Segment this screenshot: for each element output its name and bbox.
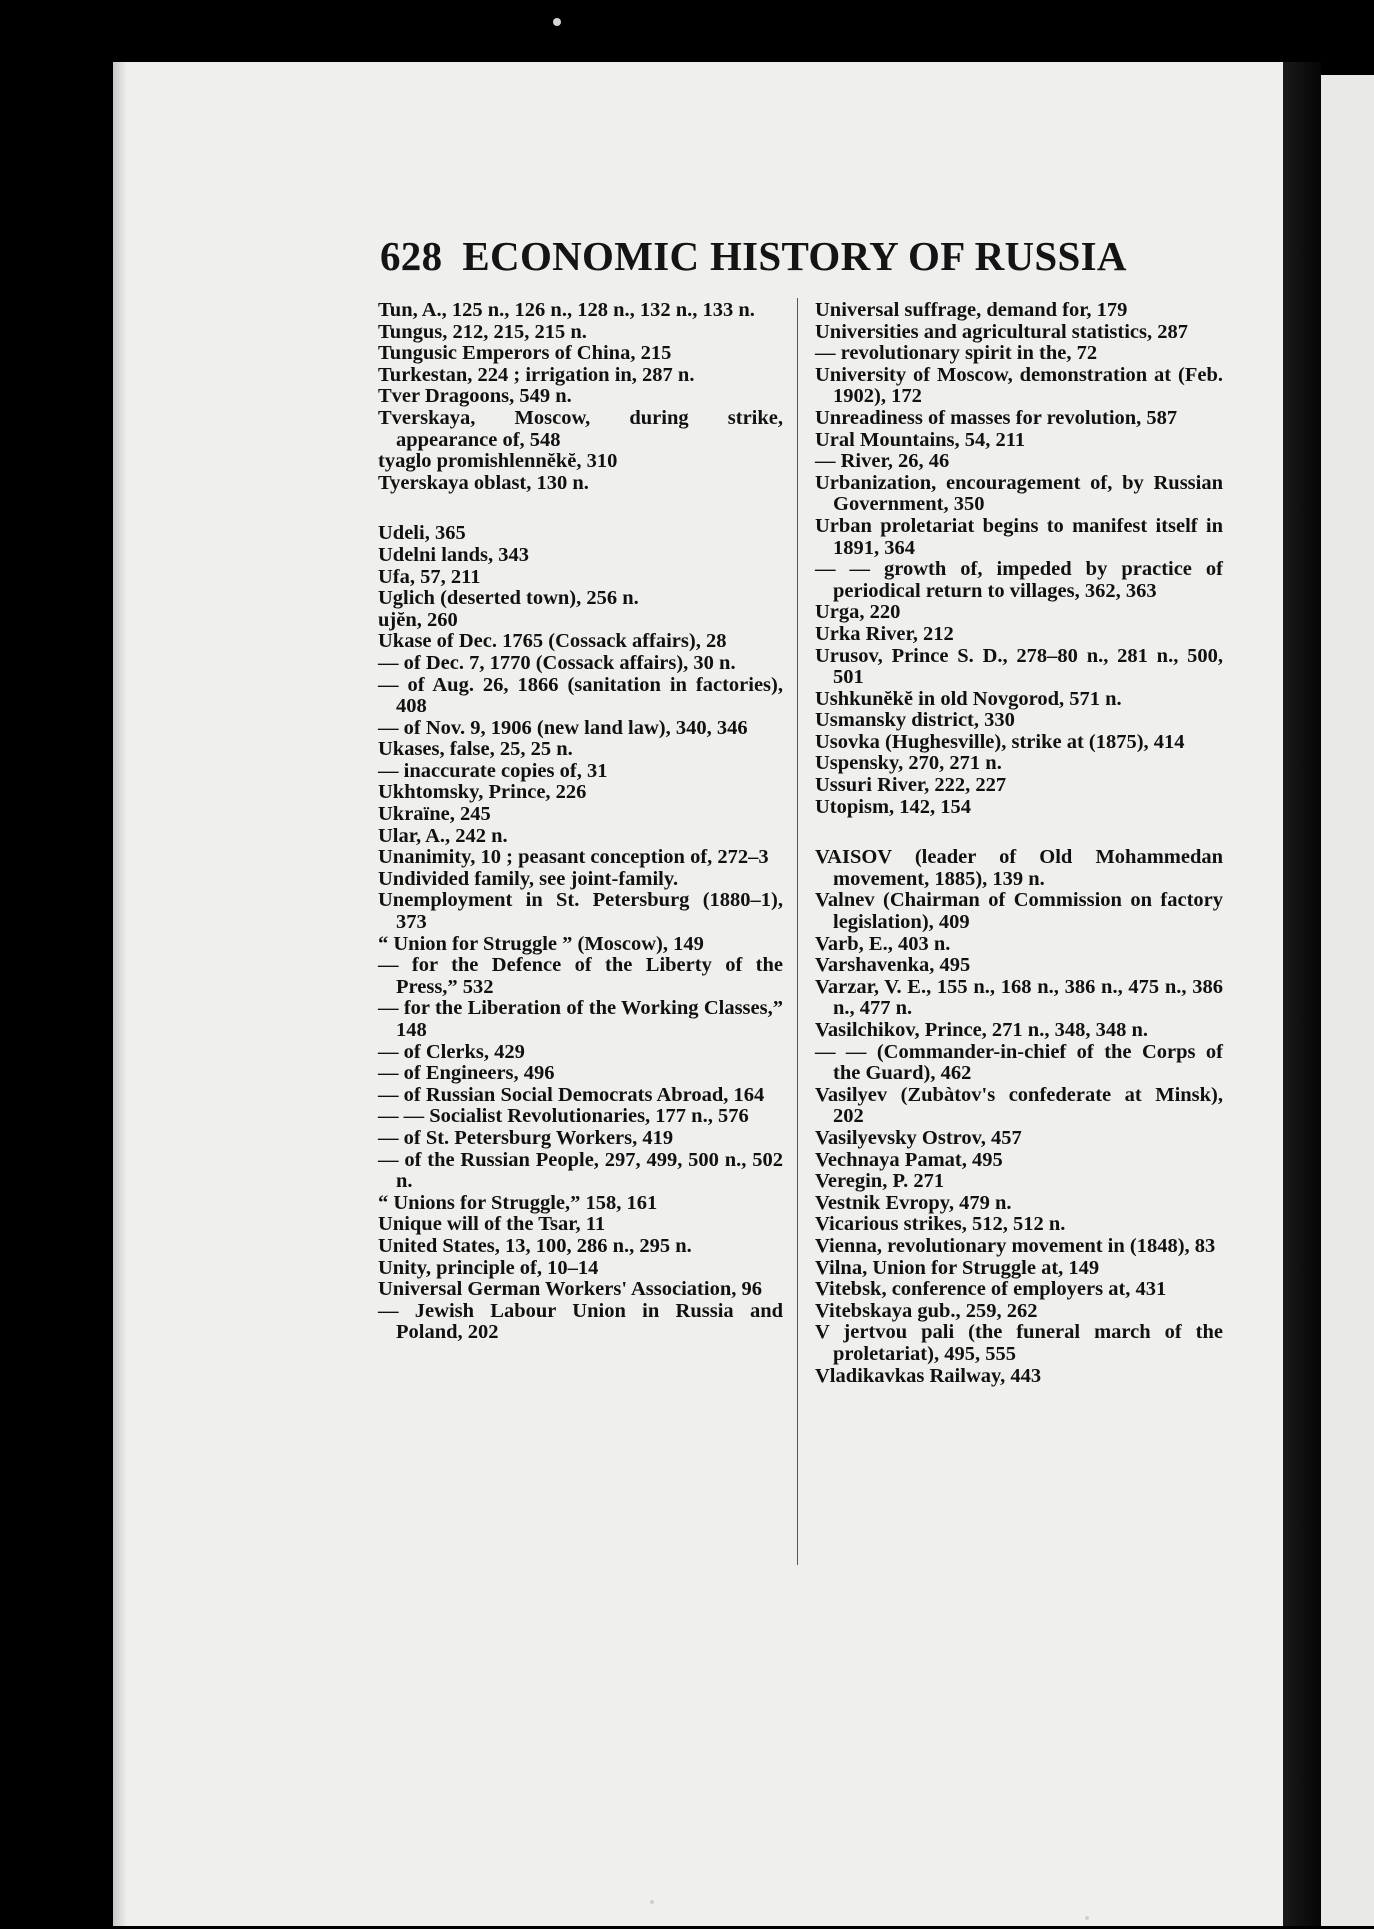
index-entry: tyaglo promishlennĕkĕ, 310 xyxy=(378,450,618,473)
index-entry: Unemployment in St. Petersburg (1880–1), 373 xyxy=(378,889,783,934)
index-entry: Universities and agricultural statistics, 287 xyxy=(815,320,1188,343)
group-gap xyxy=(378,494,783,523)
index-column-left xyxy=(378,300,783,1344)
book-spine-shadow xyxy=(1283,62,1321,1926)
index-entry: Urga, 220 xyxy=(815,601,901,624)
index-group xyxy=(815,847,1223,1387)
index-entry: Vechnaya Pamat, 495 xyxy=(815,1148,1003,1171)
index-entry: — of St. Petersburg Workers, 419 xyxy=(378,1126,674,1149)
index-entry: Unanimity, 10 ; peasant conception of, 272–3 xyxy=(378,846,769,869)
index-group xyxy=(378,300,783,494)
index-entry: Urka River, 212 xyxy=(815,622,954,645)
index-entry: Vienna, revolutionary movement in (1848), 83 xyxy=(815,1234,1216,1257)
index-entry: Varshavenka, 495 xyxy=(815,954,971,977)
index-entry: — Jewish Labour Union in Russia and Poland, 202 xyxy=(378,1299,783,1344)
scan-artifact-dot xyxy=(553,18,561,26)
column-divider xyxy=(797,298,798,1565)
index-entry: — of Nov. 9, 1906 (new land law), 340, 346 xyxy=(378,716,748,739)
index-entry: Ural Mountains, 54, 211 xyxy=(815,428,1026,451)
index-entry: Uspensky, 270, 271 n. xyxy=(815,752,1002,775)
index-entry: Universal suffrage, demand for, 179 xyxy=(815,299,1128,321)
index-entry: Veregin, P. 271 xyxy=(815,1170,945,1193)
index-entry: — — growth of, impeded by practice of periodical return to villages, 362, 363 xyxy=(815,558,1223,602)
index-entry: Vasilyev (Zubàtov's confederate at Minsk), 202 xyxy=(815,1083,1223,1128)
scan-artifact-mark xyxy=(1085,1916,1089,1920)
index-entry: Udeli, 365 xyxy=(378,522,466,545)
index-entry: Ukase of Dec. 1765 (Cossack affairs), 28 xyxy=(378,630,727,653)
index-entry: Urusov, Prince S. D., 278–80 n., 281 n., 500, 501 xyxy=(815,644,1223,689)
page-left-shade xyxy=(113,62,127,1926)
index-entry: — of the Russian People, 297, 499, 500 n., 502 n. xyxy=(378,1148,783,1193)
index-entry: — — Socialist Revolutionaries, 177 n., 576 xyxy=(378,1105,749,1128)
index-entry: Ukases, false, 25, 25 n. xyxy=(378,738,573,761)
index-entry: Vestnik Evropy, 479 n. xyxy=(815,1191,1012,1214)
index-entry: Tver Dragoons, 549 n. xyxy=(378,385,572,408)
index-entry: Ukhtomsky, Prince, 226 xyxy=(378,781,587,804)
index-entry: Varzar, V. E., 155 n., 168 n., 386 n., 475 n., 386 n., 477 n. xyxy=(815,975,1223,1020)
index-entry: Ufa, 57, 211 xyxy=(378,565,481,588)
index-entry: Vasilyevsky Ostrov, 457 xyxy=(815,1126,1022,1149)
group-gap xyxy=(815,818,1223,847)
index-entry: Tungusic Emperors of China, 215 xyxy=(378,342,672,365)
facing-page-edge xyxy=(1321,75,1374,1926)
index-entry: Vicarious strikes, 512, 512 n. xyxy=(815,1213,1066,1236)
index-group xyxy=(815,300,1223,818)
index-column-right xyxy=(815,300,1223,1387)
index-entry: Uglich (deserted town), 256 n. xyxy=(378,587,639,610)
index-entry: Urbanization, encouragement of, by Russian Government, 350 xyxy=(815,471,1223,516)
index-entry: VAISOV (leader of Old Mohammedan movement, 1885), 139 n. xyxy=(815,846,1223,890)
index-entry: Tun, A., 125 n., 126 n., 128 n., 132 n., 133 n. xyxy=(378,299,755,321)
index-entry: Unique will of the Tsar, 11 xyxy=(378,1213,606,1236)
index-entry: United States, 13, 100, 286 n., 295 n. xyxy=(378,1234,692,1257)
index-entry: Vasilchikov, Prince, 271 n., 348, 348 n. xyxy=(815,1019,1148,1041)
index-entry: — of Russian Social Democrats Abroad, 164 xyxy=(378,1083,765,1106)
index-entry: — of Clerks, 429 xyxy=(378,1040,525,1063)
index-entry: — — (Commander-in-chief of the Corps of the Guard), 462 xyxy=(815,1040,1223,1085)
book-title: ECONOMIC HISTORY OF RUSSIA xyxy=(462,233,1127,279)
index-entry: Udelni lands, 343 xyxy=(378,543,529,566)
index-entry: Unity, principle of, 10–14 xyxy=(378,1256,599,1279)
index-entry: Turkestan, 224 ; irrigation in, 287 n. xyxy=(378,363,695,386)
index-entry: Vitebskaya gub., 259, 262 xyxy=(815,1299,1038,1322)
running-head xyxy=(380,232,1170,282)
index-entry: Urban proletariat begins to manifest itself in 1891, 364 xyxy=(815,514,1223,559)
page-number: 628 xyxy=(380,233,443,279)
index-entry: V jertvou pali (the funeral march of the proletariat), 495, 555 xyxy=(815,1321,1223,1365)
index-entry: “ Unions for Struggle,” 158, 161 xyxy=(378,1191,658,1214)
index-entry: — of Dec. 7, 1770 (Cossack affairs), 30 n. xyxy=(378,651,736,674)
index-entry: Universal German Workers' Association, 96 xyxy=(378,1278,762,1301)
index-entry: University of Moscow, demonstration at (Feb. 1902), 172 xyxy=(815,363,1223,408)
index-entry: Ular, A., 242 n. xyxy=(378,824,508,847)
index-group xyxy=(378,523,783,1344)
index-entry: Undivided family, see joint-family. xyxy=(378,867,679,890)
index-entry: Vitebsk, conference of employers at, 431 xyxy=(815,1278,1167,1301)
index-entry: Tverskaya, Moscow, during strike, appearance of, 548 xyxy=(378,406,783,451)
index-entry: — revolutionary spirit in the, 72 xyxy=(815,342,1098,365)
index-entry: — for the Liberation of the Working Classes,” 148 xyxy=(378,997,783,1041)
index-entry: Unreadiness of masses for revolution, 587 xyxy=(815,406,1178,429)
index-entry: Usovka (Hughesville), strike at (1875), 414 xyxy=(815,730,1185,753)
index-entry: Ussuri River, 222, 227 xyxy=(815,774,1007,797)
index-entry: Tungus, 212, 215, 215 n. xyxy=(378,320,587,343)
index-entry: Valnev (Chairman of Commission on factory legislation), 409 xyxy=(815,889,1223,934)
index-entry: — of Engineers, 496 xyxy=(378,1062,555,1085)
index-entry: Vladikavkas Railway, 443 xyxy=(815,1364,1042,1387)
index-entry: “ Union for Struggle ” (Moscow), 149 xyxy=(378,932,704,955)
scan-artifact-mark xyxy=(650,1900,654,1904)
index-entry: Utopism, 142, 154 xyxy=(815,795,972,818)
index-entry: — inaccurate copies of, 31 xyxy=(378,759,608,782)
index-entry: — River, 26, 46 xyxy=(815,450,950,473)
index-entry: Usmansky district, 330 xyxy=(815,709,1015,732)
index-entry: Tyerskaya oblast, 130 n. xyxy=(378,471,589,494)
index-entry: Ukraïne, 245 xyxy=(378,803,491,826)
index-entry: — of Aug. 26, 1866 (sanitation in factories), 408 xyxy=(378,673,783,718)
index-entry: ujĕn, 260 xyxy=(378,608,458,631)
index-entry: Ushkunĕkĕ in old Novgorod, 571 n. xyxy=(815,687,1122,710)
index-entry: — for the Defence of the Liberty of the Press,” 532 xyxy=(378,954,783,998)
index-entry: Vilna, Union for Struggle at, 149 xyxy=(815,1256,1100,1279)
index-entry: Varb, E., 403 n. xyxy=(815,932,951,955)
